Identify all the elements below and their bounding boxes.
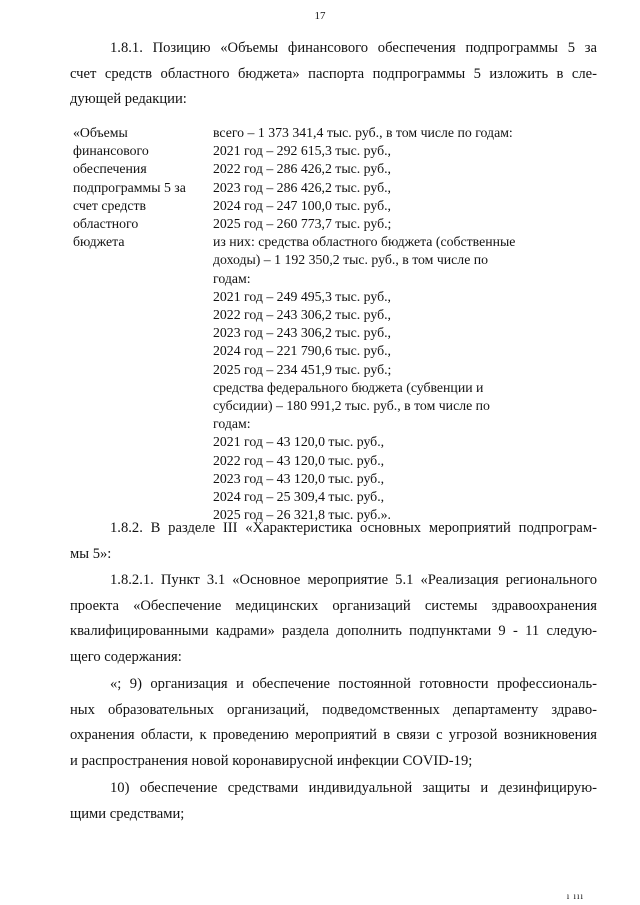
- label-line: подпрограммы 5 за: [73, 179, 186, 195]
- value-line: 2024 год – 247 100,0 тыс. руб.,: [213, 197, 391, 213]
- footer-mark: ı ııı: [566, 891, 584, 901]
- text-line: «; 9) организация и обеспечение постоянной готовности профессиональ-: [110, 676, 597, 692]
- text-line: щего содержания:: [70, 648, 182, 665]
- paragraph-item-10: [70, 776, 597, 827]
- value-line: годам:: [213, 416, 251, 432]
- label-line: обеспечения: [73, 161, 147, 177]
- value-line: 2025 год – 26 321,8 тыс. руб.».: [213, 507, 391, 523]
- value-line: 2025 год – 260 773,7 тыс. руб.;: [213, 216, 392, 232]
- value-line: 2022 год – 43 120,0 тыс. руб.,: [213, 452, 385, 468]
- page-number: 17: [314, 10, 326, 22]
- label-line: счет средств: [73, 197, 147, 213]
- paragraph-1-8-2: [70, 516, 597, 567]
- value-line: субсидии) – 180 991,2 тыс. руб., в том числе по: [213, 398, 490, 414]
- value-line: 2024 год – 221 790,6 тыс. руб.,: [213, 343, 391, 359]
- text-line: проекта «Обеспечение медицинских организаций системы здравоохранения: [70, 597, 597, 614]
- label-line: областного: [73, 216, 139, 232]
- value-line: 2023 год – 43 120,0 тыс. руб.,: [213, 470, 385, 486]
- value-line: 2024 год – 25 309,4 тыс. руб.,: [213, 489, 385, 505]
- paragraph-1-8-2-1: [70, 568, 597, 670]
- value-line: 2021 год – 43 120,0 тыс. руб.,: [213, 434, 385, 450]
- value-line: 2022 год – 243 306,2 тыс. руб.,: [213, 307, 391, 323]
- value-line: всего – 1 373 341,4 тыс. руб., в том числе по годам:: [213, 125, 513, 140]
- text-line: счет средств областного бюджета» паспорта подпрограммы 5 изложить в сле-: [70, 65, 597, 82]
- value-line: 2023 год – 243 306,2 тыс. руб.,: [213, 325, 391, 341]
- label-line: бюджета: [73, 234, 125, 250]
- value-line: 2023 год – 286 426,2 тыс. руб.,: [213, 179, 391, 195]
- paragraph-1-8-1: [70, 36, 597, 113]
- value-line: из них: средства областного бюджета (собственные: [213, 234, 516, 250]
- value-line: 2022 год – 286 426,2 тыс. руб.,: [213, 161, 391, 177]
- paragraph-item-9: [70, 672, 597, 774]
- value-line: 2021 год – 292 615,3 тыс. руб.,: [213, 143, 391, 159]
- label-line: «Объемы: [73, 125, 128, 140]
- text-line: 10) обеспечение средствами индивидуальной защиты и дезинфицирую-: [110, 780, 597, 796]
- text-line: щими средствами;: [70, 805, 185, 822]
- passport-table-values: [213, 124, 583, 524]
- text-line: ных образовательных организаций, подведомственных департаменту здраво-: [70, 701, 597, 718]
- value-line: годам:: [213, 270, 251, 286]
- passport-table-label: [73, 124, 208, 251]
- value-line: доходы) – 1 192 350,2 тыс. руб., в том числе по: [213, 252, 489, 268]
- text-line: дующей редакции:: [70, 91, 187, 107]
- label-line: финансового: [73, 143, 149, 159]
- text-line: квалифицированными кадрами» раздела дополнить подпунктами 9 - 11 следую-: [70, 623, 597, 639]
- text-line: 1.8.2. В разделе III «Характеристика основных мероприятий подпрограм-: [110, 520, 597, 536]
- value-line: средства федерального бюджета (субвенции и: [213, 379, 484, 395]
- value-line: 2025 год – 234 451,9 тыс. руб.;: [213, 361, 392, 377]
- text-line: 1.8.2.1. Пункт 3.1 «Основное мероприятие 5.1 «Реализация регионального: [110, 572, 597, 588]
- text-line: и распространения новой коронавирусной инфекции COVID-19;: [70, 752, 473, 769]
- text-line: 1.8.1. Позицию «Объемы финансового обеспечения подпрограммы 5 за: [110, 40, 597, 56]
- text-line: охранения области, к проведению мероприятий в связи с угрозой возникновения: [70, 727, 597, 743]
- value-line: 2021 год – 249 495,3 тыс. руб.,: [213, 288, 391, 304]
- text-line: мы 5»:: [70, 545, 112, 562]
